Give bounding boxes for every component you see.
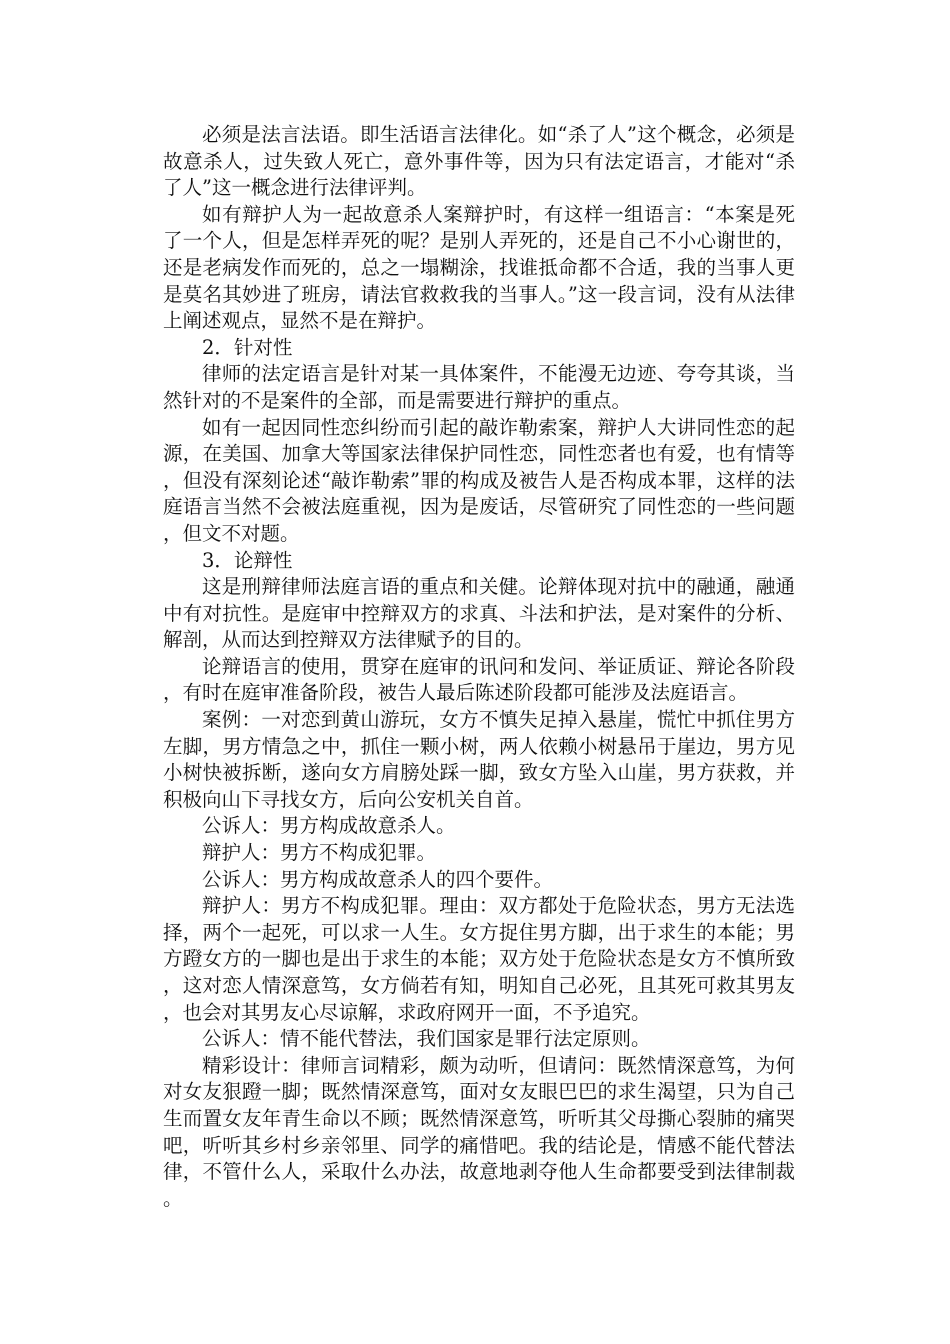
- section-heading-argumentation: 3．论辩性: [202, 548, 293, 572]
- dialogue-prosecutor-1: 公诉人：男方构成故意杀人。: [202, 814, 456, 838]
- paragraph-legal-language: 必须是法言法语。即生活语言法律化。如“杀了人”这个概念，必须是故意杀人，过失致人死亡，意外事件等，因为只有法定语言，才能对“杀了人”这一概念进行法律评判。: [163, 123, 795, 200]
- paragraph-relevance: 律师的法定语言是针对某一具体案件，不能漫无边迹、夸夸其谈，当然针对的不是案件的全部，而是需要进行辩护的重点。: [163, 362, 795, 412]
- paragraph-argument-usage: 论辩语言的使用，贯穿在庭审的讯问和发问、举证质证、辩论各阶段，有时在庭审准备阶段，被告人最后陈述阶段都可能涉及法庭语言。: [163, 654, 795, 705]
- dialogue-defender-1: 辩护人：男方不构成犯罪。: [202, 841, 437, 865]
- section-heading-relevance: 2．针对性: [202, 335, 293, 359]
- paragraph-conclusion: 精彩设计：律师言词精彩，颇为动听，但请问：既然情深意笃，为何对女友狠蹬一脚；既然情深意笃，面对女友眼巴巴的求生渴望，只为自己生而置女友年青生命以不顾；既然情深意笃，听听其父母撕心裂肺的痛哭吧，听听其乡村乡亲邻里、同学的痛惜吧。我的结论是，情感不能代替法律，不管什么人，采取什么办法，故意地剥夺他人生命都要受到法律制裁。: [163, 1053, 795, 1210]
- document-body: [163, 122, 795, 1212]
- dialogue-prosecutor-3: 公诉人：情不能代替法，我们国家是罪行法定原则。: [202, 1027, 651, 1051]
- paragraph-argumentation: 这是刑辩律师法庭言语的重点和关健。论辩体现对抗中的融通，融通中有对抗性。是庭审中控辩双方的求真、斗法和护法，是对案件的分析、解剖，从而达到控辩双方法律赋予的目的。: [163, 575, 795, 652]
- paragraph-case: 案例：一对恋到黄山游玩，女方不慎失足掉入悬崖，慌忙中抓住男方左脚，男方情急之中，抓住一颗小树，两人依赖小树悬吊于崖边，男方见小树快被拆断，遂向女方肩膀处踩一脚，致女方坠入山崖，男方获救，并积极向山下寻找女方，后向公安机关自首。: [163, 708, 795, 811]
- paragraph-defense-example: 如有辩护人为一起故意杀人案辩护时，有这样一组语言：“本案是死了一个人，但是怎样弄死的呢？是别人弄死的，还是自己不小心谢世的，还是老病发作而死的，总之一塌糊涂，找谁抵命都不合适，我的当事人更是莫名其妙进了班房，请法官救救我的当事人。”这一段言词，没有从法律上阐述观点，显然不是在辩护。: [163, 202, 795, 333]
- dialogue-prosecutor-2: 公诉人：男方构成故意杀人的四个要件。: [202, 867, 554, 891]
- paragraph-extortion-example: 如有一起因同性恋纠纷而引起的敲诈勒索案，辩护人大讲同性恋的起源，在美国、加拿大等国家法律保护同性恋，同性恋者也有爱，也有情等，但没有深刻论述“敲诈勒索”罪的构成及被告人是否构成本罪，这样的法庭语言当然不会被法庭重视，因为是废话，尽管研究了同性恋的一些问题，但文不对题。: [163, 415, 795, 545]
- dialogue-defender-2: 辩护人：男方不构成犯罪。理由：双方都处于危险状态，男方无法选择，两个一起死，可以求一人生。女方捉住男方脚，出于求生的本能；男方蹬女方的一脚也是出于求生的本能；双方处于危险状态是女方不慎所致，这对恋人情深意笃，女方倘若有知，明知自己必死，且其死可救其男友，也会对其男友心尽谅解，求政府网开一面，不予追究。: [163, 894, 795, 1024]
